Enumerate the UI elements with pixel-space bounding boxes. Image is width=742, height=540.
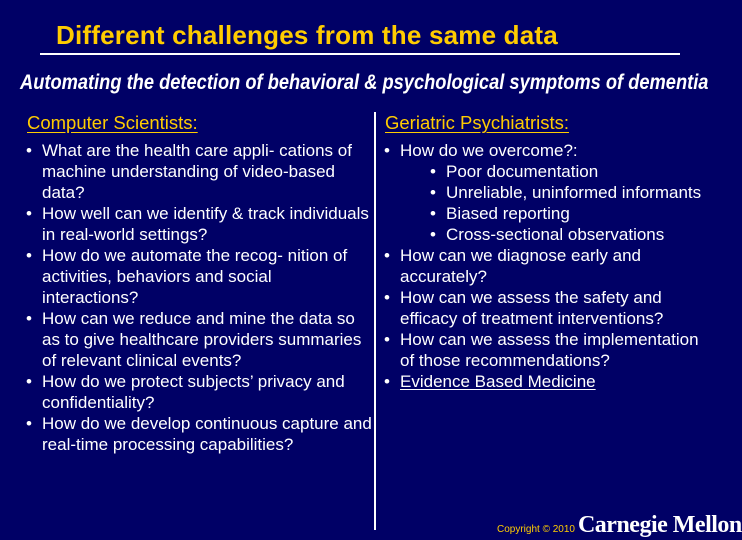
list-item: • How can we reduce and mine the data so as to give healthcare providers summaries of relevant clinical events? <box>22 308 372 371</box>
title-underline <box>40 53 680 55</box>
footer <box>497 512 742 539</box>
list-item: • How can we assess the implementation of those recommendations? <box>380 329 716 371</box>
sub-list-item: • Cross-sectional observations <box>400 224 716 245</box>
overcome-sublist <box>400 161 716 245</box>
geriatric-psychiatrists-list <box>380 140 716 392</box>
sub-list-item: • Poor documentation <box>400 161 716 182</box>
list-item-overcome <box>380 140 716 245</box>
overcome-label: How do we overcome?: <box>400 141 578 160</box>
geriatric-psychiatrists-heading: Geriatric Psychiatrists: <box>385 112 570 133</box>
list-item: • What are the health care appli- cations of machine understanding of video-based data? <box>22 140 372 203</box>
sub-list-item: • Unreliable, uninformed informants <box>400 182 716 203</box>
slide-subtitle: Automating the detection of behavioral & psychological symptoms of dementia <box>20 70 709 94</box>
slide-title: Different challenges from the same data <box>56 20 558 50</box>
list-item: • How do we develop continuous capture and real-time processing capabilities? <box>22 413 372 455</box>
list-item-evidence-based-medicine[interactable] <box>380 371 716 392</box>
list-item: • How can we assess the safety and efficacy of treatment interventions? <box>380 287 716 329</box>
computer-scientists-list <box>22 140 372 455</box>
column-divider <box>374 112 376 530</box>
evidence-based-medicine-link[interactable]: Evidence Based Medicine <box>400 372 596 391</box>
computer-scientists-heading: Computer Scientists: <box>27 112 198 133</box>
list-item: • How can we diagnose early and accurately? <box>380 245 716 287</box>
list-item: • How well can we identify & track individuals in real-world settings? <box>22 203 372 245</box>
sub-list-item: • Biased reporting <box>400 203 716 224</box>
carnegie-mellon-logo: Carnegie Mellon <box>577 512 742 538</box>
list-item: • How do we protect subjects’ privacy and confidentiality? <box>22 371 372 413</box>
list-item: • How do we automate the recog- nition of activities, behaviors and social interactions? <box>22 245 372 308</box>
copyright-notice: Copyright © 2010 <box>497 524 575 535</box>
